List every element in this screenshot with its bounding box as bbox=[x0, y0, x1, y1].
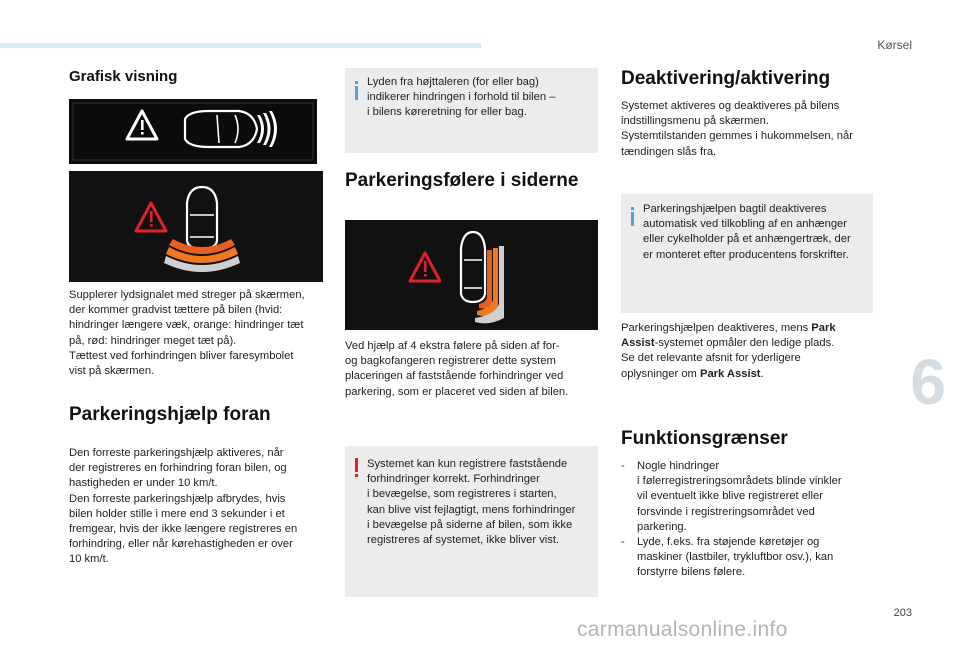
paragraph-grafisk-visning: Supplerer lydsignalet med streger på skærmen, der kommer gradvist tættere på bilen (hvid: hindringer længere væk, orange: hindringer tæt på, rød: hindringer meget tæt på). Tættest ved forhindringen bliver faresymbolet vist på skærmen. bbox=[69, 289, 305, 378]
page-number: 203 bbox=[893, 607, 912, 619]
chapter-number: 6 bbox=[910, 346, 946, 418]
list-item: - Lyde, f.eks. fra støjende køretøjer og maskiner (lastbiler, trykluftbor osv.), kan forstyrre bilens følere. bbox=[621, 536, 834, 579]
caution-icon bbox=[355, 458, 358, 472]
warning-box-moving-obstacles bbox=[345, 446, 598, 597]
warning-text: Systemet kan kun registrere faststående forhindringer korrekt. Forhindringer i bevægelse, som registreres i starten, kan blive vist fejlagtigt, mens forhindringer i bevægelse på siderne af bilen, som ikke registreres af systemet, ikke bliver vist. bbox=[367, 458, 576, 547]
parking-display-front-illustration bbox=[69, 99, 317, 164]
paragraph-side-sensors: Ved hjælp af 4 ekstra følere på siden af for- og bagkofangeren registrerer dette system placeringen af faststående forhindringer ved parkering, som er placeret ved siden af bilen. bbox=[345, 340, 569, 398]
info-box-trailer bbox=[621, 194, 873, 313]
heading-parkeringsfolere-siderne: Parkeringsfølere i siderne bbox=[345, 170, 579, 191]
header-bar bbox=[0, 43, 481, 48]
paragraph-park-assist: Parkeringshjælpen deaktiveres, mens Park Assist-systemet opmåler den ledige plads. Se det relevante afsnit for yderligere oplysninger om Park Assist. bbox=[621, 322, 836, 380]
parking-display-rear-illustration bbox=[69, 171, 323, 282]
info-trailer-text: Parkeringshjælpen bagtil deaktiveres automatisk ved tilkobling af en anhænger eller cykelholder på et anhængertræk, der er monteret efter producentens forskrifter. bbox=[643, 203, 851, 261]
watermark: carmanualsonline.info bbox=[577, 618, 788, 641]
info-icon bbox=[631, 212, 634, 226]
heading-parkeringshjaelp-foran: Parkeringshjælp foran bbox=[69, 404, 271, 425]
figure-side-sensors bbox=[345, 220, 598, 330]
warning-triangle-icon bbox=[136, 203, 166, 231]
heading-funktionsgraenser: Funktionsgrænser bbox=[621, 428, 788, 449]
car-top-view-icon bbox=[187, 187, 217, 249]
paragraph-parkeringshjaelp-foran: Den forreste parkeringshjælp aktiveres, når der registreres en forhindring foran bilen, og hastigheden er under 10 km/t. Den forreste parkeringshjælp afbrydes, hvis bilen holder stille i mere end 3 sekunder i et fremgear, hvis der ikke længere registreres en forhindring, eller når kørehastigheden er over 10 km/t. bbox=[69, 447, 298, 566]
info-box-speaker bbox=[345, 68, 598, 153]
list-item: - Nogle hindringer i følerregistreringsområdets blinde vinkler vil eventuelt ikke blive registreret eller forsvinde i registreringsområdet ved parkering. bbox=[621, 460, 842, 533]
limits-list bbox=[621, 459, 883, 581]
warning-triangle-icon bbox=[410, 253, 440, 281]
paragraph-deaktivering: Systemet aktiveres og deaktiveres på bilens indstillingsmenu på skærmen. Systemtilstanden gemmes i hukommelsen, når tændingen slås fra. bbox=[621, 100, 853, 158]
side-sensors-illustration bbox=[345, 220, 598, 330]
warning-triangle-icon bbox=[127, 111, 157, 139]
heading-deaktivering-aktivering: Deaktivering/aktivering bbox=[621, 68, 831, 89]
heading-grafisk-visning: Grafisk visning bbox=[69, 68, 178, 85]
section-label: Kørsel bbox=[877, 38, 912, 52]
figure-display-rear bbox=[69, 171, 323, 282]
info-speaker-text: Lyden fra højttaleren (for eller bag) indikerer hindringen i forhold til bilen – i bilens køreretning for eller bag. bbox=[367, 76, 556, 119]
figure-display-front bbox=[69, 99, 317, 164]
car-top-view-icon bbox=[461, 232, 485, 302]
car-top-view-icon bbox=[185, 111, 257, 147]
info-icon bbox=[355, 86, 358, 100]
